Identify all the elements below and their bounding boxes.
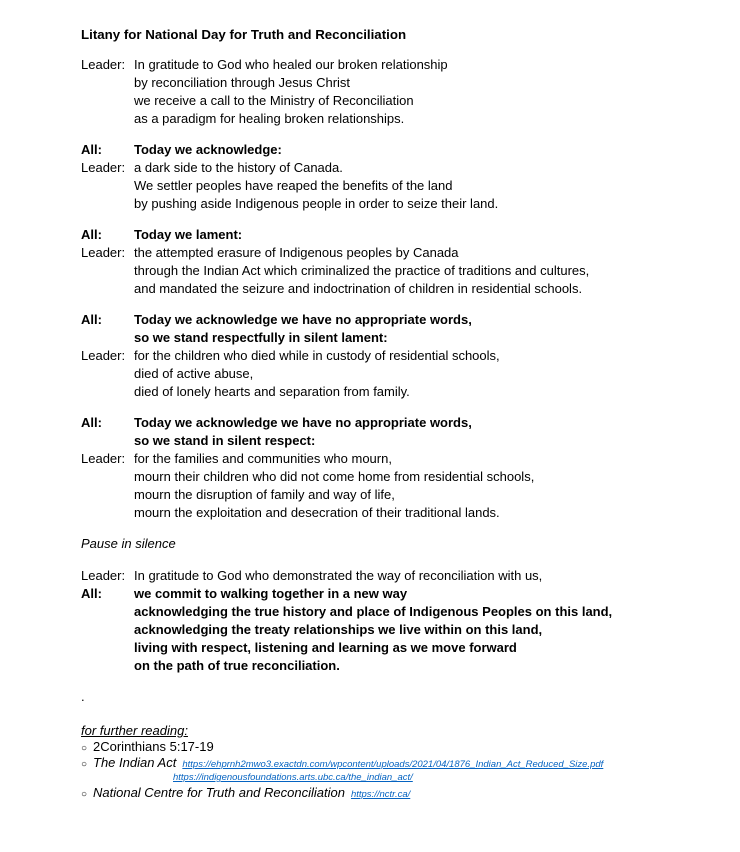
- litany-line: [81, 585, 721, 603]
- line-text: a dark side to the history of Canada.: [134, 160, 343, 175]
- speaker-label: Leader:: [81, 57, 126, 72]
- speaker-label: [81, 280, 134, 298]
- line-text: mourn their children who did not come home from residential schools,: [134, 469, 535, 484]
- line-text: mourn the exploitation and desecration of their traditional lands.: [134, 505, 500, 520]
- litany-line: [81, 329, 721, 347]
- line-text: through the Indian Act which criminalized the practice of traditions and cultures,: [134, 263, 590, 278]
- document-title: Litany for National Day for Truth and Reconciliation: [81, 27, 407, 42]
- speaker-label: [81, 365, 134, 383]
- speaker-label: [81, 432, 134, 450]
- line-text: and mandated the seizure and indoctrination of children in residential schools.: [134, 281, 583, 296]
- line-text: In gratitude to God who healed our broken relationship: [134, 57, 448, 72]
- speaker-label: [81, 486, 134, 504]
- litany-line: [81, 177, 721, 195]
- litany-line: [81, 468, 721, 486]
- reading-link[interactable]: https://nctr.ca/: [350, 789, 411, 800]
- litany-line: [81, 639, 721, 657]
- reading-label: The Indian Act: [93, 755, 177, 770]
- litany-line: [81, 567, 721, 585]
- line-text: died of lonely hearts and separation from family.: [134, 384, 410, 399]
- litany-line: [81, 74, 721, 92]
- line-text: Today we lament:: [134, 227, 243, 242]
- speaker-label: [81, 74, 134, 92]
- reading-item: [81, 739, 721, 755]
- speaker-label: [81, 657, 134, 675]
- litany-line: [81, 486, 721, 504]
- litany-line: [81, 450, 721, 468]
- speaker-label: Leader:: [81, 160, 126, 175]
- speaker-label: [81, 177, 134, 195]
- further-reading-list: [81, 739, 721, 801]
- litany-block: [81, 414, 721, 522]
- line-text: In gratitude to God who demonstrated the way of reconciliation with us,: [134, 568, 543, 583]
- litany-block: [81, 56, 721, 128]
- speaker-label: All:: [81, 142, 102, 157]
- line-text: by pushing aside Indigenous people in order to seize their land.: [134, 196, 499, 211]
- litany-line: [81, 280, 721, 298]
- line-text: We settler peoples have reaped the benefits of the land: [134, 178, 453, 193]
- bullet-icon: ○: [81, 759, 88, 770]
- reading-link[interactable]: https://ehprnh2mwo3.exactdn.com/wpcontent/uploads/2021/04/1876_Indian_Act_Reduced_Size.pdf: [182, 759, 604, 770]
- bullet-icon: ○: [81, 789, 88, 800]
- speaker-label: [81, 621, 134, 639]
- litany-line: [81, 621, 721, 639]
- line-text: by reconciliation through Jesus Christ: [134, 75, 351, 90]
- pause-instruction: Pause in silence: [81, 536, 176, 551]
- reading-label: 2Corinthians 5:17-19: [93, 739, 214, 754]
- reading-link[interactable]: https://indigenousfoundations.arts.ubc.ca/the_indian_act/: [173, 772, 413, 783]
- line-text: living with respect, listening and learning as we move forward: [134, 640, 517, 655]
- speaker-label: All:: [81, 586, 102, 601]
- line-text: so we stand respectfully in silent lament:: [134, 330, 388, 345]
- speaker-label: [81, 92, 134, 110]
- speaker-label: [81, 110, 134, 128]
- line-text: Today we acknowledge:: [134, 142, 282, 157]
- line-text: acknowledging the true history and place of Indigenous Peoples on this land,: [134, 604, 613, 619]
- line-text: for the families and communities who mourn,: [134, 451, 392, 466]
- final-block: [81, 567, 721, 675]
- speaker-label: Leader:: [81, 348, 126, 363]
- litany-line: [81, 56, 721, 74]
- speaker-label: All:: [81, 312, 102, 327]
- line-text: acknowledging the treaty relationships we live within on this land,: [134, 622, 543, 637]
- line-text: we commit to walking together in a new way: [134, 586, 408, 601]
- speaker-label: [81, 383, 134, 401]
- speaker-label: [81, 639, 134, 657]
- stray-period: .: [81, 689, 85, 704]
- litany-line: [81, 311, 721, 329]
- litany-line: [81, 414, 721, 432]
- speaker-label: [81, 329, 134, 347]
- line-text: Today we acknowledge we have no appropriate words,: [134, 312, 472, 327]
- litany-line: [81, 365, 721, 383]
- line-text: so we stand in silent respect:: [134, 433, 316, 448]
- line-text: mourn the disruption of family and way of life,: [134, 487, 395, 502]
- litany-line: [81, 432, 721, 450]
- litany-line: [81, 603, 721, 621]
- reading-item: [81, 785, 721, 801]
- litany-line: [81, 262, 721, 280]
- line-text: as a paradigm for healing broken relationships.: [134, 111, 405, 126]
- litany-line: [81, 92, 721, 110]
- litany-line: [81, 226, 721, 244]
- speaker-label: [81, 262, 134, 280]
- speaker-label: [81, 603, 134, 621]
- speaker-label: Leader:: [81, 451, 126, 466]
- line-text: the attempted erasure of Indigenous peoples by Canada: [134, 245, 459, 260]
- litany-line: [81, 244, 721, 262]
- line-text: died of active abuse,: [134, 366, 254, 381]
- litany-block: [81, 141, 721, 213]
- speaker-label: Leader:: [81, 568, 126, 583]
- speaker-label: [81, 195, 134, 213]
- line-text: for the children who died while in custody of residential schools,: [134, 348, 500, 363]
- litany-line: [81, 657, 721, 675]
- speaker-label: Leader:: [81, 245, 126, 260]
- litany-line: [81, 383, 721, 401]
- litany-line: [81, 347, 721, 365]
- litany-block: [81, 311, 721, 401]
- speaker-label: All:: [81, 415, 102, 430]
- line-text: Today we acknowledge we have no appropriate words,: [134, 415, 472, 430]
- litany-line: [81, 141, 721, 159]
- speaker-label: [81, 468, 134, 486]
- reading-item: [81, 755, 721, 785]
- reading-label: National Centre for Truth and Reconciliation: [93, 785, 345, 800]
- litany-block: [81, 226, 721, 298]
- line-text: we receive a call to the Ministry of Reconciliation: [134, 93, 414, 108]
- line-text: on the path of true reconciliation.: [134, 658, 340, 673]
- further-reading-heading: for further reading:: [81, 723, 188, 738]
- speaker-label: [81, 504, 134, 522]
- document: [81, 26, 721, 801]
- litany-line: [81, 504, 721, 522]
- speaker-label: All:: [81, 227, 102, 242]
- litany-line: [81, 110, 721, 128]
- litany-blocks: [81, 56, 721, 522]
- bullet-icon: ○: [81, 743, 88, 754]
- litany-line: [81, 195, 721, 213]
- litany-line: [81, 159, 721, 177]
